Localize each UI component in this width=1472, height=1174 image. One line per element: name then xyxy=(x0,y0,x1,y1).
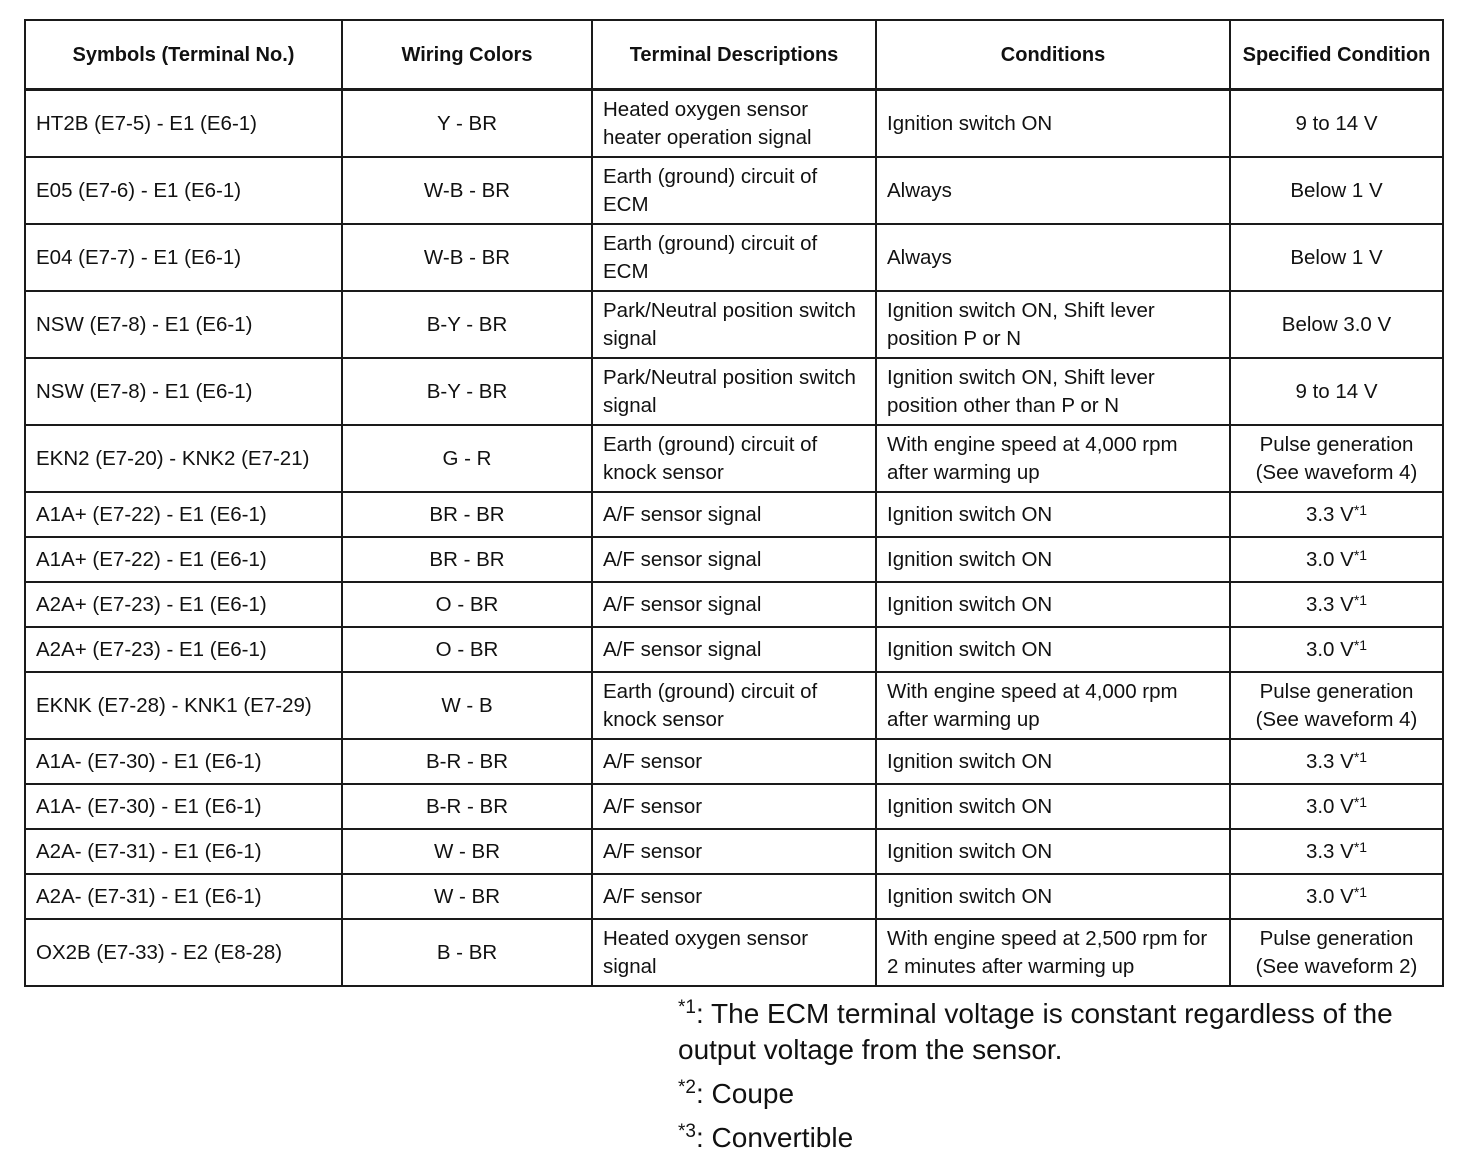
cell-terminal-description: A/F sensor signal xyxy=(592,492,876,537)
cell-specified-condition: 9 to 14 V xyxy=(1230,358,1443,425)
table-header-row xyxy=(25,20,1443,90)
cell-wiring-colors: B-R - BR xyxy=(342,739,592,784)
footnote-mark: *1 xyxy=(678,997,696,1018)
cell-symbol: OX2B (E7-33) - E2 (E8-28) xyxy=(25,919,342,986)
footnote-ref: *1 xyxy=(1353,636,1368,653)
table-body xyxy=(25,90,1443,987)
footnote-ref: *1 xyxy=(1353,546,1368,563)
cell-wiring-colors: B-Y - BR xyxy=(342,291,592,358)
table-row xyxy=(25,358,1443,425)
header-wiring-colors: Wiring Colors xyxy=(342,20,592,90)
table-row xyxy=(25,537,1443,582)
cell-symbol: A2A+ (E7-23) - E1 (E6-1) xyxy=(25,627,342,672)
cell-condition: Ignition switch ON xyxy=(876,784,1230,829)
cell-symbol: A2A- (E7-31) - E1 (E6-1) xyxy=(25,829,342,874)
cell-wiring-colors: O - BR xyxy=(342,627,592,672)
footnote-ref: *1 xyxy=(1353,838,1368,855)
cell-wiring-colors: W-B - BR xyxy=(342,224,592,291)
footnote-ref: *1 xyxy=(1353,591,1368,608)
header-conditions: Conditions xyxy=(876,20,1230,90)
cell-terminal-description: Earth (ground) circuit of knock sensor xyxy=(592,425,876,492)
cell-wiring-colors: W - B xyxy=(342,672,592,739)
cell-symbol: A1A+ (E7-22) - E1 (E6-1) xyxy=(25,537,342,582)
header-specified-condition: Specified Condition xyxy=(1230,20,1443,90)
cell-specified-condition: Below 1 V xyxy=(1230,157,1443,224)
cell-condition: Ignition switch ON xyxy=(876,739,1230,784)
cell-condition: Ignition switch ON xyxy=(876,874,1230,919)
cell-symbol: EKNK (E7-28) - KNK1 (E7-29) xyxy=(25,672,342,739)
footnote-ref: *1 xyxy=(1353,748,1368,765)
footnote xyxy=(678,1076,1438,1112)
footnote-text: : Coupe xyxy=(695,1078,795,1109)
cell-terminal-description: Heated oxygen sensor signal xyxy=(592,919,876,986)
cell-specified-condition: 3.3 $V^{*1}$ xyxy=(1230,582,1443,627)
cell-symbol: A1A+ (E7-22) - E1 (E6-1) xyxy=(25,492,342,537)
cell-wiring-colors: G - R xyxy=(342,425,592,492)
cell-specified-condition: 3.0 $V^{*1}$ xyxy=(1230,627,1443,672)
cell-terminal-description: A/F sensor xyxy=(592,874,876,919)
cell-terminal-description: Heated oxygen sensor heater operation signal xyxy=(592,90,876,158)
cell-condition: Ignition switch ON xyxy=(876,627,1230,672)
cell-terminal-description: A/F sensor signal xyxy=(592,627,876,672)
table-row xyxy=(25,291,1443,358)
cell-symbol: NSW (E7-8) - E1 (E6-1) xyxy=(25,291,342,358)
header-terminal-descriptions: Terminal Descriptions xyxy=(592,20,876,90)
cell-terminal-description: Park/Neutral position switch signal xyxy=(592,291,876,358)
cell-condition: Always xyxy=(876,157,1230,224)
cell-wiring-colors: Y - BR xyxy=(342,90,592,158)
table-row xyxy=(25,157,1443,224)
cell-symbol: A1A- (E7-30) - E1 (E6-1) xyxy=(25,739,342,784)
cell-wiring-colors: O - BR xyxy=(342,582,592,627)
table-row xyxy=(25,224,1443,291)
cell-condition: With engine speed at 2,500 rpm for 2 minutes after warming up xyxy=(876,919,1230,986)
cell-terminal-description: Earth (ground) circuit of ECM xyxy=(592,157,876,224)
cell-symbol: A2A+ (E7-23) - E1 (E6-1) xyxy=(25,582,342,627)
footnotes xyxy=(678,996,1438,1164)
table-row xyxy=(25,492,1443,537)
footnote-text: : Convertible xyxy=(695,1122,854,1153)
cell-terminal-description: Earth (ground) circuit of knock sensor xyxy=(592,672,876,739)
cell-condition: Always xyxy=(876,224,1230,291)
cell-condition: Ignition switch ON, Shift lever position other than P or N xyxy=(876,358,1230,425)
cell-symbol: A2A- (E7-31) - E1 (E6-1) xyxy=(25,874,342,919)
cell-specified-condition: Below 1 V xyxy=(1230,224,1443,291)
cell-specified-condition: 3.0 $V^{*1}$ xyxy=(1230,874,1443,919)
cell-wiring-colors: B-R - BR xyxy=(342,784,592,829)
footnote xyxy=(678,996,1438,1068)
table-row xyxy=(25,919,1443,986)
cell-condition: Ignition switch ON xyxy=(876,537,1230,582)
cell-symbol: E04 (E7-7) - E1 (E6-1) xyxy=(25,224,342,291)
cell-terminal-description: Park/Neutral position switch signal xyxy=(592,358,876,425)
cell-wiring-colors: W - BR xyxy=(342,874,592,919)
table-row xyxy=(25,582,1443,627)
cell-specified-condition: 3.3 $V^{*1}$ xyxy=(1230,829,1443,874)
cell-wiring-colors: BR - BR xyxy=(342,537,592,582)
cell-specified-condition: Pulse generation (See waveform 4) xyxy=(1230,425,1443,492)
table-row xyxy=(25,672,1443,739)
cell-condition: Ignition switch ON xyxy=(876,90,1230,158)
cell-terminal-description: A/F sensor signal xyxy=(592,582,876,627)
cell-symbol: EKN2 (E7-20) - KNK2 (E7-21) xyxy=(25,425,342,492)
cell-condition: Ignition switch ON xyxy=(876,582,1230,627)
cell-condition: Ignition switch ON xyxy=(876,829,1230,874)
table-row xyxy=(25,90,1443,158)
cell-terminal-description: Earth (ground) circuit of ECM xyxy=(592,224,876,291)
cell-terminal-description: A/F sensor xyxy=(592,829,876,874)
cell-specified-condition: 3.3 $V^{*1}$ xyxy=(1230,739,1443,784)
footnote-mark: *2 xyxy=(678,1077,696,1098)
table-row xyxy=(25,425,1443,492)
cell-wiring-colors: W-B - BR xyxy=(342,157,592,224)
footnote-mark: *3 xyxy=(678,1121,696,1142)
table-row xyxy=(25,874,1443,919)
cell-symbol: E05 (E7-6) - E1 (E6-1) xyxy=(25,157,342,224)
cell-specified-condition: 3.0 $V^{*1}$ xyxy=(1230,537,1443,582)
footnote-ref: *1 xyxy=(1353,501,1368,518)
cell-specified-condition: Below 3.0 V xyxy=(1230,291,1443,358)
terminal-spec-table xyxy=(24,19,1444,987)
cell-wiring-colors: W - BR xyxy=(342,829,592,874)
cell-terminal-description: A/F sensor signal xyxy=(592,537,876,582)
header-symbols: Symbols (Terminal No.) xyxy=(25,20,342,90)
cell-condition: With engine speed at 4,000 rpm after warming up xyxy=(876,672,1230,739)
cell-condition: Ignition switch ON, Shift lever position P or N xyxy=(876,291,1230,358)
cell-terminal-description: A/F sensor xyxy=(592,784,876,829)
cell-specified-condition: 3.0 $V^{*1}$ xyxy=(1230,784,1443,829)
footnote-ref: *1 xyxy=(1353,883,1368,900)
cell-specified-condition: 3.3 $V^{*1}$ xyxy=(1230,492,1443,537)
table-row xyxy=(25,627,1443,672)
cell-specified-condition: Pulse generation (See waveform 2) xyxy=(1230,919,1443,986)
cell-symbol: NSW (E7-8) - E1 (E6-1) xyxy=(25,358,342,425)
cell-symbol: A1A- (E7-30) - E1 (E6-1) xyxy=(25,784,342,829)
footnote-ref: *1 xyxy=(1353,793,1368,810)
cell-condition: With engine speed at 4,000 rpm after warming up xyxy=(876,425,1230,492)
cell-symbol: HT2B (E7-5) - E1 (E6-1) xyxy=(25,90,342,158)
table-row xyxy=(25,829,1443,874)
cell-wiring-colors: BR - BR xyxy=(342,492,592,537)
cell-specified-condition: Pulse generation (See waveform 4) xyxy=(1230,672,1443,739)
footnote-text: : The ECM terminal voltage is constant regardless of the output voltage from the sensor. xyxy=(678,998,1393,1065)
cell-terminal-description: A/F sensor xyxy=(592,739,876,784)
footnote xyxy=(678,1120,1438,1156)
cell-specified-condition: 9 to 14 V xyxy=(1230,90,1443,158)
cell-wiring-colors: B-Y - BR xyxy=(342,358,592,425)
cell-condition: Ignition switch ON xyxy=(876,492,1230,537)
table-row xyxy=(25,739,1443,784)
table-row xyxy=(25,784,1443,829)
cell-wiring-colors: B - BR xyxy=(342,919,592,986)
